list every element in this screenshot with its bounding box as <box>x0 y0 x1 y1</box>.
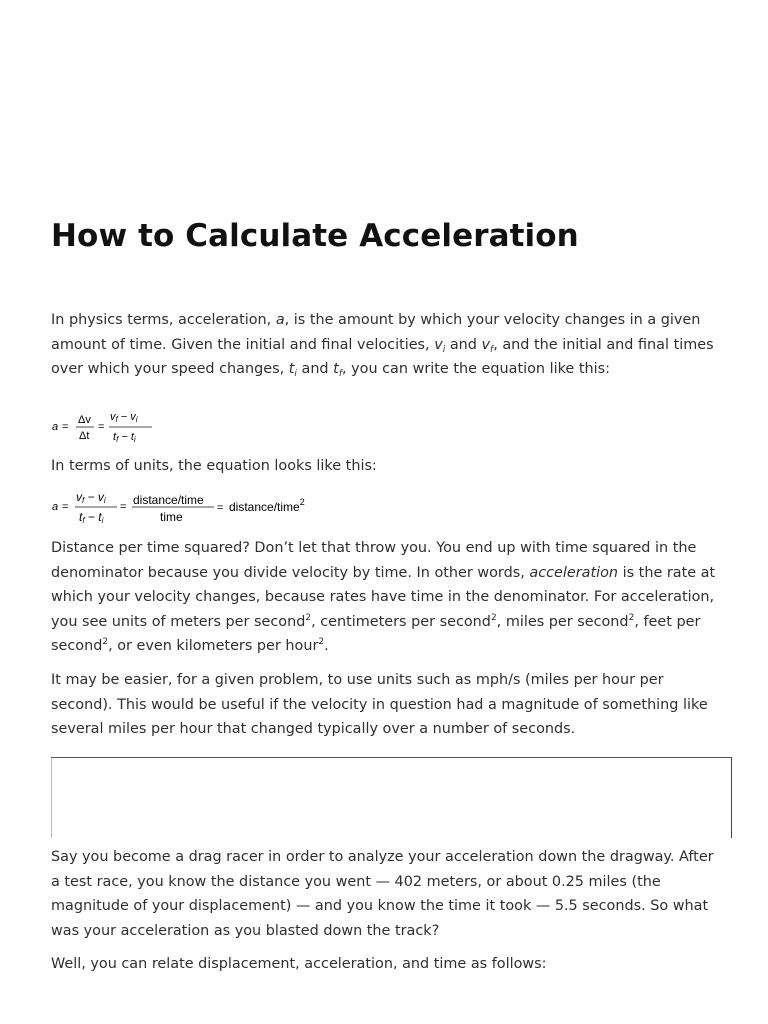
eq1-num-v: v <box>110 411 116 423</box>
p3-text-6: , or even kilometers per hour <box>108 638 319 654</box>
intro-text-1: In physics terms, acceleration, <box>51 312 276 328</box>
eq1-num-sub-i: i <box>135 415 138 424</box>
ad-placeholder <box>51 757 732 838</box>
intro-var-t-f: t <box>333 361 339 377</box>
eq1-num-minus: − v <box>117 411 136 423</box>
p3-emphasis: acceleration <box>529 564 619 581</box>
eq2-distance-time: distance/time <box>133 493 204 507</box>
eq2-equals-2: = <box>120 501 127 513</box>
intro-text-6: , you can write the equation like this: <box>341 361 610 377</box>
eq2-result-text: distance/time <box>229 500 300 514</box>
p3-text-4: , miles per second <box>496 613 629 630</box>
units-intro-paragraph: In terms of units, the equation looks like this: <box>51 458 377 474</box>
p3-text-5: , feet per second <box>51 613 701 654</box>
ad-frame-left-edge <box>51 758 52 838</box>
eq2-a: a <box>52 501 59 513</box>
mph-units-paragraph: It may be easier, for a given problem, to use units such as mph/s (miles per hour per second). This would be useful if the velocity in question had a magnitude of something like several miles per hour that changed typically over a number of seconds. <box>51 672 708 737</box>
intro-var-v-i: v <box>434 336 443 353</box>
eq1-equals-2: = <box>98 421 105 433</box>
p3-sup-3: 2 <box>628 612 635 623</box>
eq1-denominator <box>113 431 136 444</box>
eq2-num-sub-f: f <box>82 496 85 505</box>
p3-sup-1: 2 <box>305 612 312 623</box>
eq1-delta-v: Δv <box>78 414 91 426</box>
eq2-result <box>229 497 305 514</box>
p3-sup-2: 2 <box>490 612 497 623</box>
eq2-time: time <box>160 510 183 524</box>
intro-var-v-f: v <box>481 336 491 353</box>
intro-text-3: and <box>445 336 482 353</box>
intro-sub-i-2: i <box>294 369 297 379</box>
p3-sup-4: 2 <box>102 637 109 647</box>
intro-text-4: , and the initial and final times over which your speed changes, <box>51 336 714 377</box>
eq1-numerator <box>110 411 138 424</box>
eq1-delta-t: Δt <box>79 430 90 442</box>
p3-text-7: . <box>324 638 329 654</box>
intro-sub-i: i <box>442 344 446 355</box>
eq2-den-sub-f: f <box>82 516 85 525</box>
eq2-equals-3: = <box>217 502 224 514</box>
intro-var-t-i: t <box>288 361 295 377</box>
eq1-den-t: t <box>113 431 117 443</box>
drag-racer-paragraph: Say you become a drag racer in order to analyze your acceleration down the dragway. After a test race, you know the distance you went — 402 meters, or about 0.25 miles (the magnitude of your displacement) — and you know the time it took — 5.5 seconds. So what was your acceleration as you blasted down the track? <box>51 849 714 939</box>
units-explanation-paragraph <box>51 536 723 659</box>
acceleration-equation-graphic <box>51 408 161 448</box>
intro-text-2: , is the amount by which your velocity changes in a given amount of time. Given the initial and final velocities, <box>51 312 701 353</box>
eq1-equals-1: = <box>62 421 69 433</box>
relation-intro-paragraph: Well, you can relate displacement, acceleration, and time as follows: <box>51 956 547 972</box>
eq2-equals-1: = <box>62 501 69 513</box>
ad-frame-right-edge <box>731 758 732 838</box>
eq2-den-t: t <box>79 510 83 524</box>
eq2-den-sub-i: i <box>101 516 104 525</box>
eq1-num-sub-f: f <box>115 415 118 424</box>
p3-text-1: Distance per time squared? Don’t let that throw you. You end up with time squared in the denominator because you divide velocity by time. In other words, <box>51 540 697 581</box>
eq2-left-numerator <box>76 490 106 505</box>
intro-sub-f-2: f <box>338 369 342 379</box>
eq1-a: a <box>52 421 59 433</box>
intro-text-5: and <box>296 361 334 377</box>
eq2-result-exponent: 2 <box>299 497 305 507</box>
eq1-den-sub-f: f <box>116 435 119 444</box>
eq2-left-denominator <box>79 510 104 525</box>
eq2-num-v: v <box>76 490 82 504</box>
intro-paragraph <box>51 308 723 382</box>
units-equation <box>51 486 321 533</box>
p3-text-2: is the rate at which your velocity changes, because rates have time in the denominator. For acceleration, you see units of meters per second <box>51 564 716 630</box>
eq2-num-minus: − v <box>84 490 104 504</box>
p3-text-3: , centimeters per second <box>311 613 491 630</box>
eq2-den-minus: − t <box>84 510 102 524</box>
p3-sup-5: 2 <box>318 637 325 647</box>
eq2-num-sub-i: i <box>103 496 106 505</box>
units-equation-graphic <box>51 486 321 528</box>
eq1-den-minus: − t <box>118 431 134 443</box>
acceleration-equation <box>51 408 161 453</box>
eq1-den-sub-i: i <box>133 435 136 444</box>
article-title: How to Calculate Acceleration <box>51 218 579 254</box>
intro-sub-f: f <box>490 344 494 355</box>
intro-var-a: a <box>275 312 285 328</box>
